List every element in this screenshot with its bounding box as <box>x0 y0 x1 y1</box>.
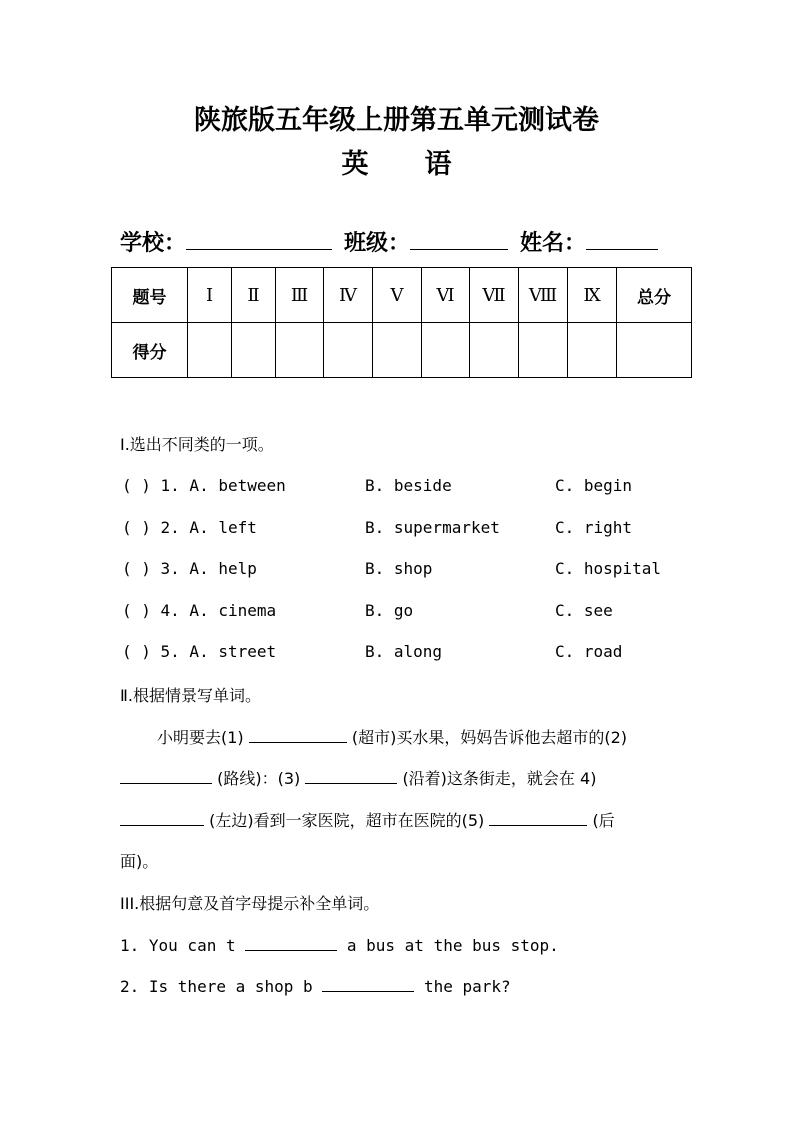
score-cell[interactable] <box>568 323 617 378</box>
column-header: Ⅵ <box>422 268 470 323</box>
section1-item-2-b: B. supermarket <box>365 518 500 537</box>
score-cell[interactable] <box>519 323 568 378</box>
question-text: 2. Is there a shop b <box>120 977 313 996</box>
blank-4[interactable] <box>120 809 204 826</box>
score-cell[interactable] <box>324 323 373 378</box>
section3-question-2 <box>120 975 511 996</box>
section2-line-3 <box>120 808 615 831</box>
section1-item-1-b: B. beside <box>365 476 452 495</box>
section2-text: (沿着)这条街走，就会在 4) <box>402 769 597 788</box>
blank-2[interactable] <box>120 767 212 784</box>
section1-item-1-c: C. begin <box>555 476 633 495</box>
name-field[interactable] <box>586 229 658 250</box>
blank-1[interactable] <box>249 726 347 743</box>
section1-item-5-a: ( ) 5. A. street <box>122 642 277 661</box>
column-header: Ⅷ <box>519 268 568 323</box>
score-cell[interactable] <box>373 323 422 378</box>
section1-item-1-a: ( ) 1. A. between <box>122 476 286 495</box>
section1-item-4-a: ( ) 4. A. cinema <box>122 601 277 620</box>
score-cell[interactable] <box>232 323 276 378</box>
question-text: a bus at the bus stop. <box>346 936 559 955</box>
section1-item-3-a: ( ) 3. A. help <box>122 559 257 578</box>
section2-line-1 <box>157 725 627 748</box>
section1-item-4-b: B. go <box>365 601 414 620</box>
page-title: 陕旅版五年级上册第五单元测试卷 <box>194 105 599 136</box>
score-cell[interactable] <box>470 323 519 378</box>
section1-item-3-c: C. hospital <box>555 559 661 578</box>
section2-text: (后 <box>592 811 615 830</box>
section1-heading: I.选出不同类的一项。 <box>120 435 274 454</box>
question-text: 1. You can t <box>120 936 236 955</box>
column-header: Ⅳ <box>324 268 373 323</box>
blank-q2[interactable] <box>322 975 414 992</box>
subject-title <box>0 142 793 181</box>
student-info <box>120 226 658 257</box>
score-cell[interactable] <box>188 323 232 378</box>
class-field[interactable] <box>410 229 508 250</box>
name-label: 姓名： <box>520 230 587 256</box>
blank-3[interactable] <box>305 767 397 784</box>
section2-text: (左边)看到一家医院，超市在医院的(5) <box>209 811 485 830</box>
school-field[interactable] <box>186 229 332 250</box>
section3-question-1 <box>120 934 559 955</box>
question-text: the park? <box>423 977 511 996</box>
subject-char-1: 英 <box>341 149 369 180</box>
column-header: Ⅴ <box>373 268 422 323</box>
section1-item-3-b: B. shop <box>365 559 433 578</box>
column-header: Ⅲ <box>276 268 324 323</box>
section2-text: (超市)买水果，妈妈告诉他去超市的(2) <box>351 728 628 747</box>
row-label-score: 得分 <box>112 323 188 378</box>
column-header: Ⅸ <box>568 268 617 323</box>
section1-item-4-c: C. see <box>555 601 613 620</box>
section2-line-2 <box>120 766 596 789</box>
blank-5[interactable] <box>489 809 587 826</box>
table-row-question-numbers <box>112 268 692 323</box>
row-label-question-number: 题号 <box>112 268 188 323</box>
column-header-total: 总分 <box>617 268 692 323</box>
column-header: Ⅶ <box>470 268 519 323</box>
section2-line-4: 面)。 <box>120 852 159 871</box>
blank-q1[interactable] <box>245 934 337 951</box>
score-cell[interactable] <box>276 323 324 378</box>
section1-item-2-a: ( ) 2. A. left <box>122 518 257 537</box>
section2-text: 小明要去(1) <box>157 728 244 747</box>
section1-item-5-b: B. along <box>365 642 443 661</box>
score-table <box>111 267 692 378</box>
section3-heading: III.根据句意及首字母提示补全单词。 <box>120 894 380 913</box>
section2-text: (路线)：(3) <box>217 769 301 788</box>
subject-char-2: 语 <box>424 149 452 180</box>
section1-item-2-c: C. right <box>555 518 633 537</box>
school-label: 学校： <box>120 230 187 256</box>
score-cell[interactable] <box>422 323 470 378</box>
section1-item-5-c: C. road <box>555 642 623 661</box>
column-header: Ⅱ <box>232 268 276 323</box>
score-cell-total[interactable] <box>617 323 692 378</box>
section2-heading: Ⅱ.根据情景写单词。 <box>120 686 261 705</box>
class-label: 班级： <box>344 230 411 256</box>
table-row-scores <box>112 323 692 378</box>
column-header: Ⅰ <box>188 268 232 323</box>
